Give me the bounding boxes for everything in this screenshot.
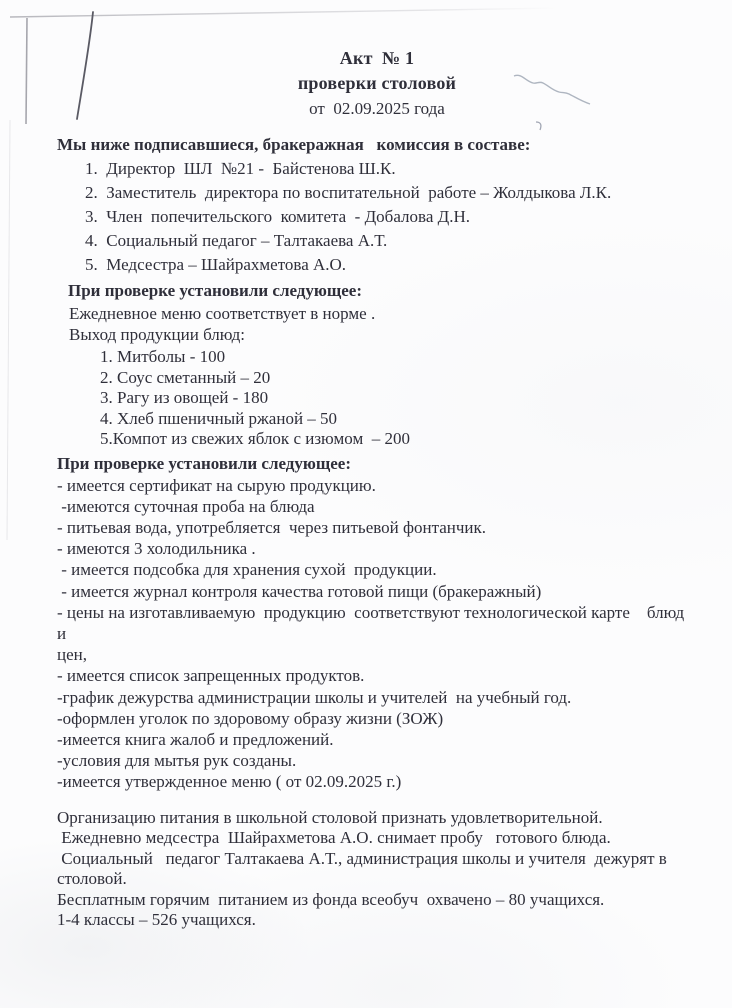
inspection2-heading: При проверке установили следующее: bbox=[57, 453, 352, 473]
finding-item: - питьевая вода, употребляется через питьевой фонтанчик. bbox=[57, 517, 487, 537]
conclusion-line: столовой. bbox=[57, 869, 127, 889]
dish-item: 1. Митболы - 100 bbox=[100, 347, 226, 366]
finding-item: -график дежурства администрации школы и учителей на учебный год. bbox=[57, 687, 572, 707]
finding-item: -имеется утвержденное меню ( от 02.09.2025 г.) bbox=[57, 772, 402, 792]
finding-item: -условия для мытья рук созданы. bbox=[57, 751, 297, 771]
dish-item: 4. Хлеб пшеничный ржаной – 50 bbox=[100, 408, 338, 428]
document-date: от 02.09.2025 года bbox=[309, 99, 445, 118]
commission-member-item: 3. Член попечительского комитета - Добалова Д.Н. bbox=[85, 207, 470, 226]
commission-member-item: 2. Заместитель директора по воспитательной работе – Жолдыкова Л.К. bbox=[85, 183, 612, 202]
conclusion-line: 1-4 классы – 526 учащихся. bbox=[57, 910, 256, 930]
finding-item: цен, bbox=[57, 645, 87, 665]
finding-item: - имеются 3 холодильника . bbox=[57, 539, 256, 559]
dish-item: 5.Компот из свежих яблок с изюмом – 200 bbox=[100, 429, 410, 448]
menu-status-line: Ежедневное меню соответствует в норме . bbox=[69, 304, 376, 323]
commission-member-item: 4. Социальный педагог – Талтакаева А.Т. bbox=[85, 231, 388, 250]
output-heading-line: Выход продукции блюд: bbox=[69, 325, 246, 344]
finding-item: - цены на изготавливаемую продукцию соответствуют технологической карте блюд и bbox=[57, 602, 689, 643]
commission-member-item: 1. Директор ШЛ №21 - Байстенова Ш.К. bbox=[85, 159, 396, 178]
document-subtitle: проверки столовой bbox=[297, 73, 457, 93]
finding-item: - имеется список запрещенных продуктов. bbox=[57, 666, 365, 686]
finding-item: - имеется подсобка для хранения сухой продукции. bbox=[57, 560, 437, 580]
conclusion-line: Организацию питания в школьной столовой признать удовлетворительной. bbox=[57, 807, 603, 827]
conclusion-line: Бесплатным горячим питанием из фонда всеобуч охвачено – 80 учащихся. bbox=[57, 889, 605, 909]
page-edge-left-line bbox=[26, 18, 27, 124]
document-body bbox=[57, 46, 697, 931]
dish-item: 3. Рагу из овощей - 180 bbox=[100, 388, 269, 407]
finding-item: - имеется журнал контроля качества готовой пищи (бракеражный) bbox=[57, 581, 542, 601]
menu-statements bbox=[57, 303, 697, 345]
finding-item: -оформлен уголок по здоровому образу жизни (ЗОЖ) bbox=[57, 708, 444, 728]
conclusion-line: Ежедневно медсестра Шайрахметова А.О. снимает пробу готового блюда. bbox=[57, 828, 611, 848]
finding-item: -имеется книга жалоб и предложений. bbox=[57, 729, 334, 749]
document-title: Акт № 1 bbox=[339, 48, 415, 68]
page-edge-left-faint-line bbox=[7, 120, 10, 540]
inspection1-heading: При проверке установили следующее: bbox=[68, 281, 363, 300]
conclusion-block bbox=[57, 808, 697, 931]
commission-member-item: 5. Медсестра – Шайрахметова А.О. bbox=[85, 255, 347, 274]
commission-heading: Мы ниже подписавшиеся, бракеражная комиссия в составе: bbox=[57, 135, 531, 154]
dish-output-list bbox=[57, 347, 697, 450]
dish-item: 2. Соус сметанный – 20 bbox=[100, 367, 271, 387]
finding-item: - имеется сертификат на сырую продукцию. bbox=[57, 475, 376, 495]
finding-item: -имеются суточная проба на блюда bbox=[57, 496, 315, 516]
document-title-block bbox=[57, 46, 697, 121]
findings-list bbox=[57, 475, 697, 793]
commission-members-list bbox=[57, 157, 697, 277]
conclusion-line: Социальный педагог Талтакаева А.Т., администрация школы и учителя дежурят в bbox=[57, 848, 667, 868]
page-edge-top-line bbox=[10, 8, 560, 17]
